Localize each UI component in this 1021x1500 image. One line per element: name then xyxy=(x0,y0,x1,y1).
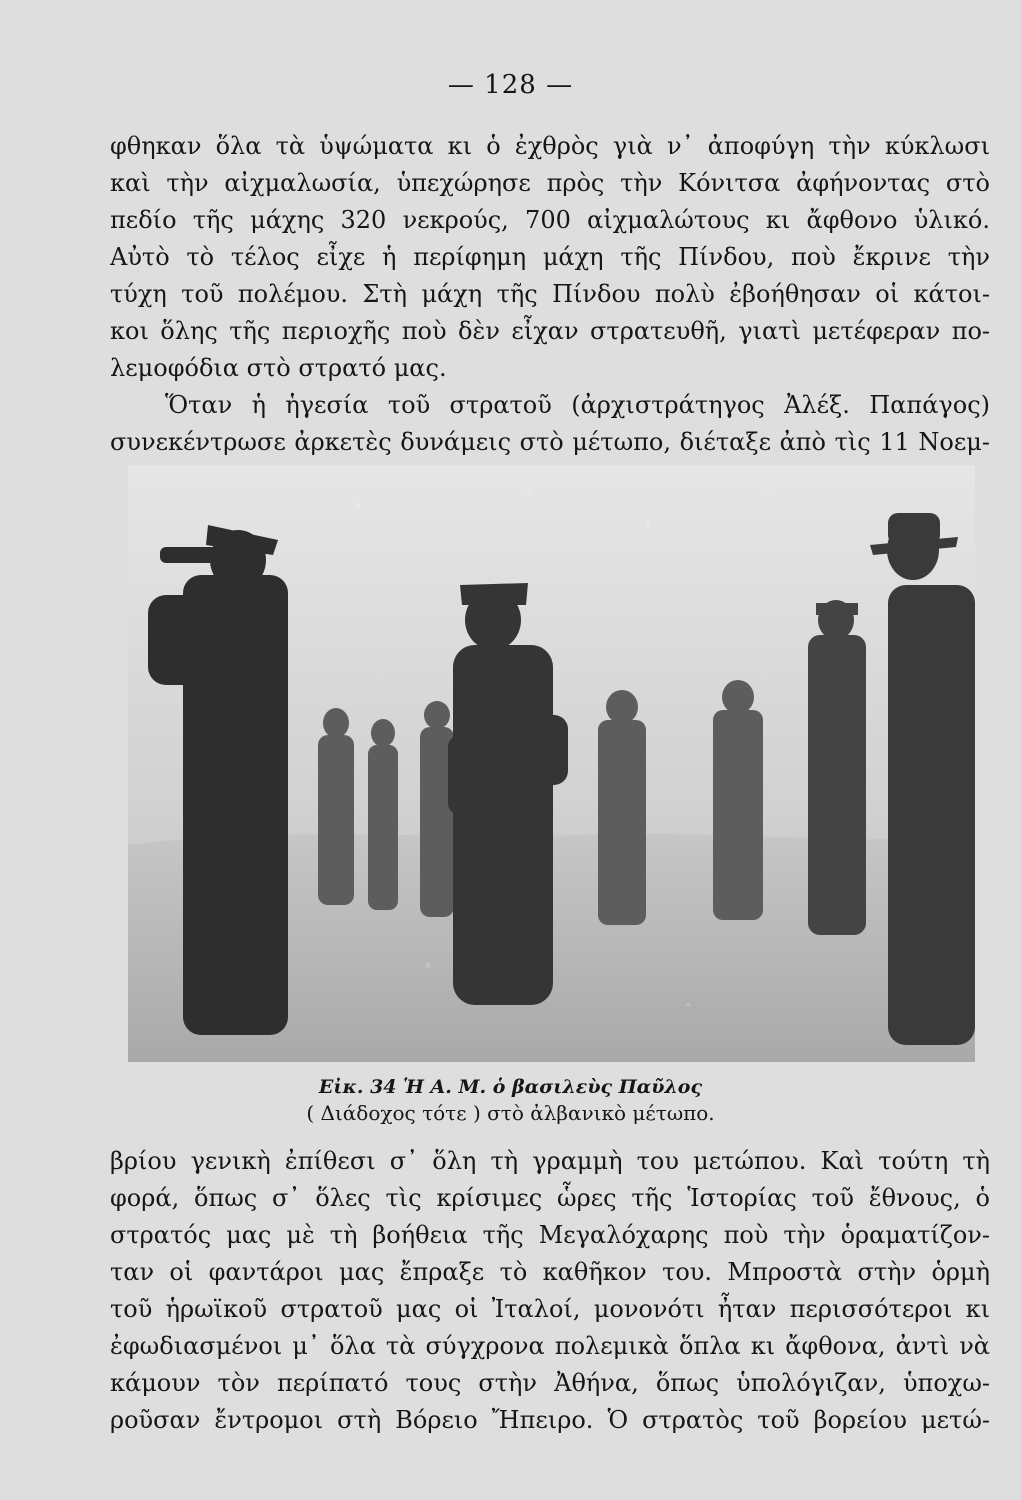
text-line: τύχη τοῦ πολέμου. Στὴ μάχη τῆς Πίνδου πολὺ ἐβοήθησαν οἱ κάτοι- xyxy=(110,280,990,308)
text-line: στρατός μας μὲ τὴ βοήθεια τῆς Μεγαλόχαρης ποὺ τὴν ὁραματίζον- xyxy=(110,1221,990,1249)
text-line: βρίου γενικὴ ἐπίθεσι σ᾿ ὅλη τὴ γραμμὴ του μετώπου. Καὶ τούτη τὴ xyxy=(110,1147,990,1175)
figure-caption-title: Εἰκ. 34 Ἡ Α. Μ. ὁ βασιλεὺς Παῦλος xyxy=(318,1076,703,1098)
top-paragraphs xyxy=(110,128,990,461)
page-number: — 128 — xyxy=(447,70,574,100)
figure-caption-subtitle: ( Διάδοχος τότε ) στὸ ἀλβανικὸ μέτωπο. xyxy=(306,1101,715,1125)
text-line: ταν οἱ φαντάροι μας ἔπραξε τὸ καθῆκον του. Μπροστὰ στὴν ὁρμὴ xyxy=(110,1258,990,1286)
text-line: φθηκαν ὅλα τὰ ὑψώματα κι ὁ ἐχθρὸς γιὰ ν᾿ ἀποφύγη τὴν κύκλωσι xyxy=(110,132,990,160)
text-line: λεμοφόδια στὸ στρατό μας. xyxy=(110,354,447,382)
text-line: Αὐτὸ τὸ τέλος εἶχε ἡ περίφημη μάχη τῆς Πίνδου, ποὺ ἔκρινε τὴν xyxy=(110,243,990,271)
text-line: κοι ὅλης τῆς περιοχῆς ποὺ δὲν εἶχαν στρατευθῆ, γιατὶ μετέφεραν πο- xyxy=(110,317,990,345)
text-line: φορά, ὅπως σ᾿ ὅλες τὶς κρίσιμες ὧρες τῆς Ἱστορίας τοῦ ἔθνους, ὁ xyxy=(110,1184,990,1212)
text-line: πεδίο τῆς μάχης 320 νεκρούς, 700 αἰχμαλώτους κι ἄφθονο ὑλικό. xyxy=(110,206,990,234)
text-line: Ὅταν ἡ ἡγεσία τοῦ στρατοῦ (ἀρχιστράτηγος Ἀλέξ. Παπάγος) xyxy=(165,391,990,419)
text-line: συνεκέντρωσε ἀρκετὲς δυνάμεις στὸ μέτωπο, διέταξε ἀπὸ τὶς 11 Νοεμ- xyxy=(110,428,990,456)
text-line: ἐφωδιασμένοι μ᾿ ὅλα τὰ σύγχρονα πολεμικὰ ὅπλα κι ἄφθονα, ἀντὶ νὰ xyxy=(110,1332,990,1360)
text-line: ροῦσαν ἔντρομοι στὴ Βόρειο Ἤπειρο. Ὁ στρατὸς τοῦ βορείου μετώ- xyxy=(110,1406,990,1434)
historical-photograph xyxy=(128,465,975,1062)
text-line: τοῦ ἡρωϊκοῦ στρατοῦ μας οἱ Ἰταλοί, μονονότι ἦταν περισσότεροι κι xyxy=(110,1295,990,1323)
bottom-paragraphs xyxy=(110,1143,990,1439)
photograph-illustration xyxy=(128,465,975,1062)
text-line: καὶ τὴν αἰχμαλωσία, ὑπεχώρησε πρὸς τὴν Κόνιτσα ἀφήνοντας στὸ xyxy=(110,169,990,197)
text-line: κάμουν τὸν περίπατό τους στὴν Ἀθήνα, ὅπως ὑπολόγιζαν, ὑποχω- xyxy=(110,1369,990,1397)
